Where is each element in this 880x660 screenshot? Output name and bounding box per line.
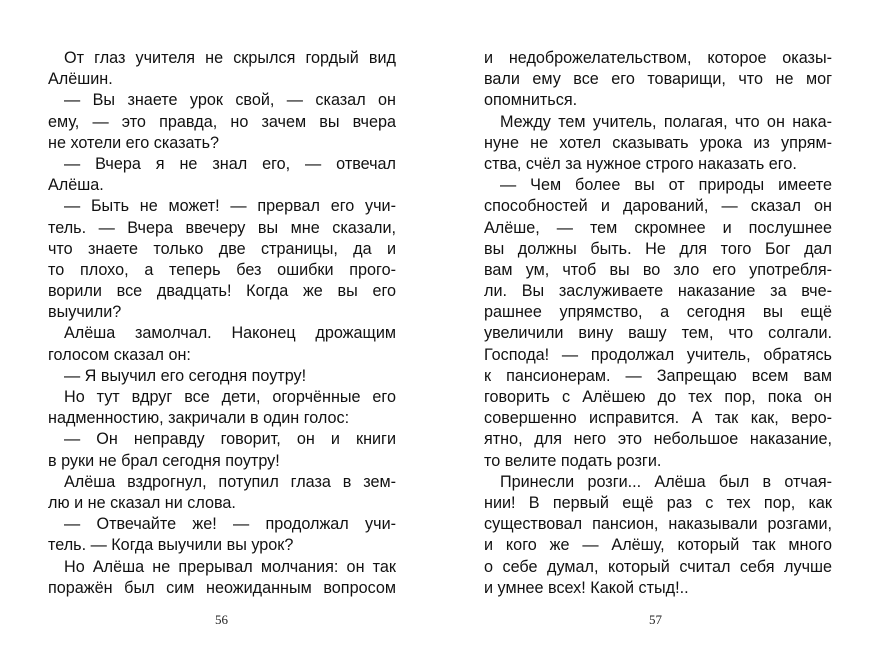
right-page-text bbox=[484, 48, 832, 599]
text-line: Алёше, — тем скромнее и послушнее bbox=[484, 218, 832, 237]
text-line: ли. Вы заслуживаете наказание за вче- bbox=[484, 282, 832, 301]
text-line: нуне не хотел сказывать урока из упрям- bbox=[484, 133, 832, 152]
text-line: голосом сказал он: bbox=[48, 345, 191, 364]
text-line: способностей и дарований, — сказал он bbox=[484, 197, 832, 216]
text-line: — Чем более вы от природы имеете bbox=[500, 176, 832, 195]
text-line: Алёшин. bbox=[48, 70, 113, 89]
text-line: — Отвечайте же! — продолжал учи- bbox=[64, 515, 396, 534]
text-line: — Он неправду говорит, он и книги bbox=[64, 430, 396, 449]
text-line: о себе думал, который считал себя лучше bbox=[484, 557, 832, 576]
text-line: выучили? bbox=[48, 303, 122, 322]
text-line: — Я выучил его сегодня поутру! bbox=[64, 366, 307, 385]
text-line: то плохо, а теперь без ошибки прого- bbox=[48, 260, 396, 279]
text-line: тель. — Когда выучили вы урок? bbox=[48, 536, 294, 555]
text-line: лю и не сказал ни слова. bbox=[48, 493, 236, 512]
text-line: — Вчера я не знал его, — отвечал bbox=[64, 154, 396, 173]
text-line: в руки не брал сегодня поутру! bbox=[48, 451, 280, 470]
text-line: нии! В первый ещё раз с тех пор, как bbox=[484, 493, 832, 512]
text-line: рашнее упрямство, а сегодня вы ещё bbox=[484, 303, 832, 322]
left-page-number: 56 bbox=[215, 612, 228, 627]
text-line: говорить с Алёшею до тех пор, пока он bbox=[484, 388, 832, 406]
text-line: вы должны быть. Не для того Бог дал bbox=[484, 239, 832, 258]
text-line: и недоброжелательством, которое оказы- bbox=[484, 49, 832, 67]
text-line: Алёша замолчал. Наконец дрожащим bbox=[64, 324, 396, 343]
left-page-text bbox=[48, 48, 396, 599]
text-line: увеличили вину вашу тем, что солгали. bbox=[484, 324, 832, 343]
text-line: к пансионерам. — Запрещаю всем вам bbox=[484, 366, 832, 385]
text-line: — Быть не может! — прервал его учи- bbox=[64, 197, 396, 216]
text-line: тель. — Вчера ввечеру вы мне сказали, bbox=[48, 218, 396, 237]
text-line: Господа! — продолжал учитель, обратясь bbox=[484, 345, 832, 364]
text-line: вали ему все его товарищи, что не мог bbox=[484, 70, 832, 89]
text-line: поражён был сим неожиданным вопросом bbox=[48, 578, 396, 597]
text-line: Принесли розги... Алёша был в отчая- bbox=[500, 472, 832, 491]
text-line: ему, — это правда, но зачем вы вчера bbox=[48, 112, 396, 131]
text-line: Алёша вздрогнул, потупил глаза в зем- bbox=[64, 472, 396, 491]
text-line: и кого же — Алёшу, который так много bbox=[484, 536, 832, 555]
text-line: Алёша. bbox=[48, 176, 104, 195]
text-line: Между тем учитель, полагая, что он нака- bbox=[500, 112, 832, 131]
text-line: От глаз учителя не скрылся гордый вид bbox=[64, 49, 396, 67]
right-page-number: 57 bbox=[649, 612, 662, 627]
text-line: не хотели его сказать? bbox=[48, 133, 220, 152]
text-line: совершенно исправится. А так как, веро- bbox=[484, 409, 832, 428]
text-line: ворили все двадцать! Когда же вы его bbox=[48, 282, 396, 301]
text-line: существовал пансион, наказывали розгами, bbox=[484, 515, 832, 534]
text-line: ятно, для него это небольшое наказание, bbox=[484, 430, 832, 449]
text-line: опомниться. bbox=[484, 91, 578, 110]
text-line: то велите подать розги. bbox=[484, 451, 662, 470]
text-line: вам ум, чтоб вы во зло его употребля- bbox=[484, 260, 832, 279]
text-line: и умнее всех! Какой стыд!.. bbox=[484, 578, 689, 597]
text-line: ства, счёл за нужное строго наказать его. bbox=[484, 154, 797, 173]
text-line: — Вы знаете урок свой, — сказал он bbox=[64, 91, 396, 110]
text-line: надменностию, закричали в один голос: bbox=[48, 409, 350, 428]
text-line: Но Алёша не прерывал молчания: он так bbox=[64, 557, 396, 576]
text-line: Но тут вдруг все дети, огорчённые его bbox=[64, 388, 396, 406]
text-line: что знаете только две страницы, да и bbox=[48, 239, 396, 258]
